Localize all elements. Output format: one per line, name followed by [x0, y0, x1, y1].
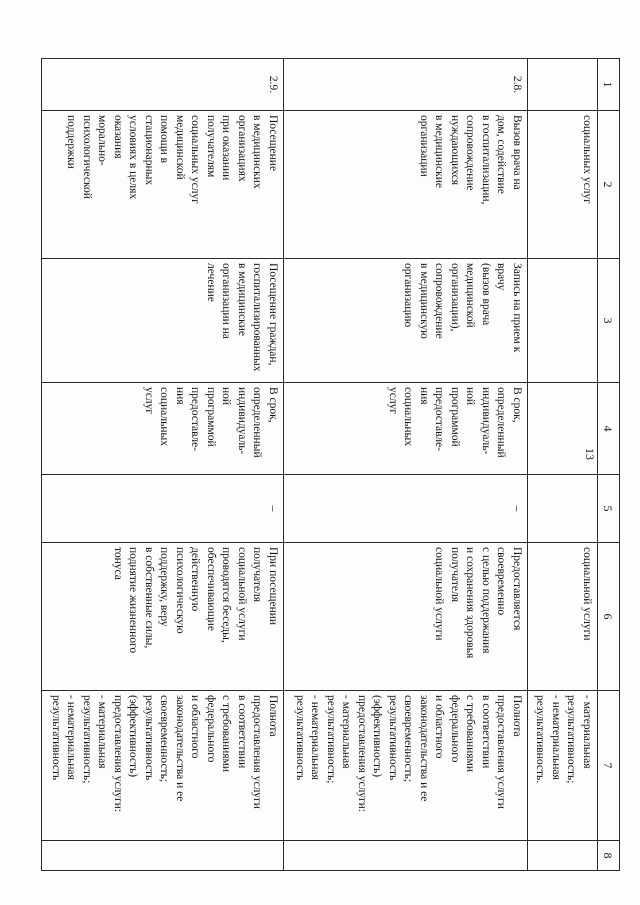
table-row-continuation [528, 59, 598, 871]
column-number-2: 2 [598, 111, 620, 259]
column-number-8: 8 [598, 841, 620, 871]
column-number-7: 7 [598, 691, 620, 841]
column-number-4: 4 [598, 383, 620, 475]
column-numbers-row [598, 59, 620, 871]
row-2-8-service-conditions: Предоставляется своевременно с целью поддержания и сохранения здоровья получателя социальной услуги [284, 543, 528, 691]
row-2-9-column-8-cell [42, 841, 284, 871]
continuation-service-conditions: социальной услуги [528, 543, 598, 691]
row-2-8-quality-indicators: Полнота предоставления услуги в соответствии с требованиями федерального и областного законодательства и ее своевременность; результативность (эффективность) предоставления услуги: - материальная результативность; - нематериальная результативность [284, 691, 528, 841]
row-2-9-quality-indicators: Полнота предоставления услуги в соответствии с требованиями федерального и областного законодательства и ее своевременность; результативность (эффективность) предоставления услуги: - материальная результативность; - нематериальная результативность [42, 691, 284, 841]
page-number: 13 [583, 448, 597, 460]
social-services-table [41, 58, 620, 871]
row-2-8-service-term: В срок, определенный индивидуаль- ной программой предоставле- ния социальных услуг [284, 383, 528, 475]
row-2-9-number: 2.9. [42, 59, 284, 111]
row-2-9-service-conditions: При посещении получателя социальной услуги проводятся беседы, обеспечивающие действенную психологическую поддержку, веру в собственные силы, поднятие жизненного тонуса [42, 543, 284, 691]
table-row-2-9 [42, 59, 284, 871]
row-2-8-column-8-cell [284, 841, 528, 871]
row-2-8-service-content: Запись на прием к врачу (вызов врача медицинской организации), сопровождение в медицинскую организацию [284, 259, 528, 383]
row-2-8-number: 2.8. [284, 59, 528, 111]
continuation-column-8-cell [528, 841, 598, 871]
continuation-service-term [528, 383, 598, 475]
column-number-5: 5 [598, 475, 620, 543]
continuation-row-number-cell [528, 59, 598, 111]
table-row-2-8 [284, 59, 528, 871]
continuation-column-5-cell [528, 475, 598, 543]
row-2-8-service-name: Вызов врача на дом, содействие в госпитализации, сопровождение нуждающихся в медицинские организации [284, 111, 528, 259]
row-2-9-service-term: В срок, определенный индивидуаль- ной программой предоставле- ния социальных услуг [42, 383, 284, 475]
continuation-service-content [528, 259, 598, 383]
continuation-service-name: социальных услуг [528, 111, 598, 259]
column-number-3: 3 [598, 259, 620, 383]
column-number-1: 1 [598, 59, 620, 111]
row-2-9-service-name: Посещение в медицинских организациях при оказании получателям социальных услуг медицинской помощи в стационарных условиях в целях оказания морально- психологической поддержки [42, 111, 284, 259]
column-number-6: 6 [598, 543, 620, 691]
row-2-9-service-content: Посещение граждан, госпитализированных в медицинские организации на лечение [42, 259, 284, 383]
continuation-quality-indicators: - материальная результативность; - нематериальная результативность. [528, 691, 598, 841]
row-2-9-column-5-value: – [42, 475, 284, 543]
row-2-8-column-5-value: – [284, 475, 528, 543]
